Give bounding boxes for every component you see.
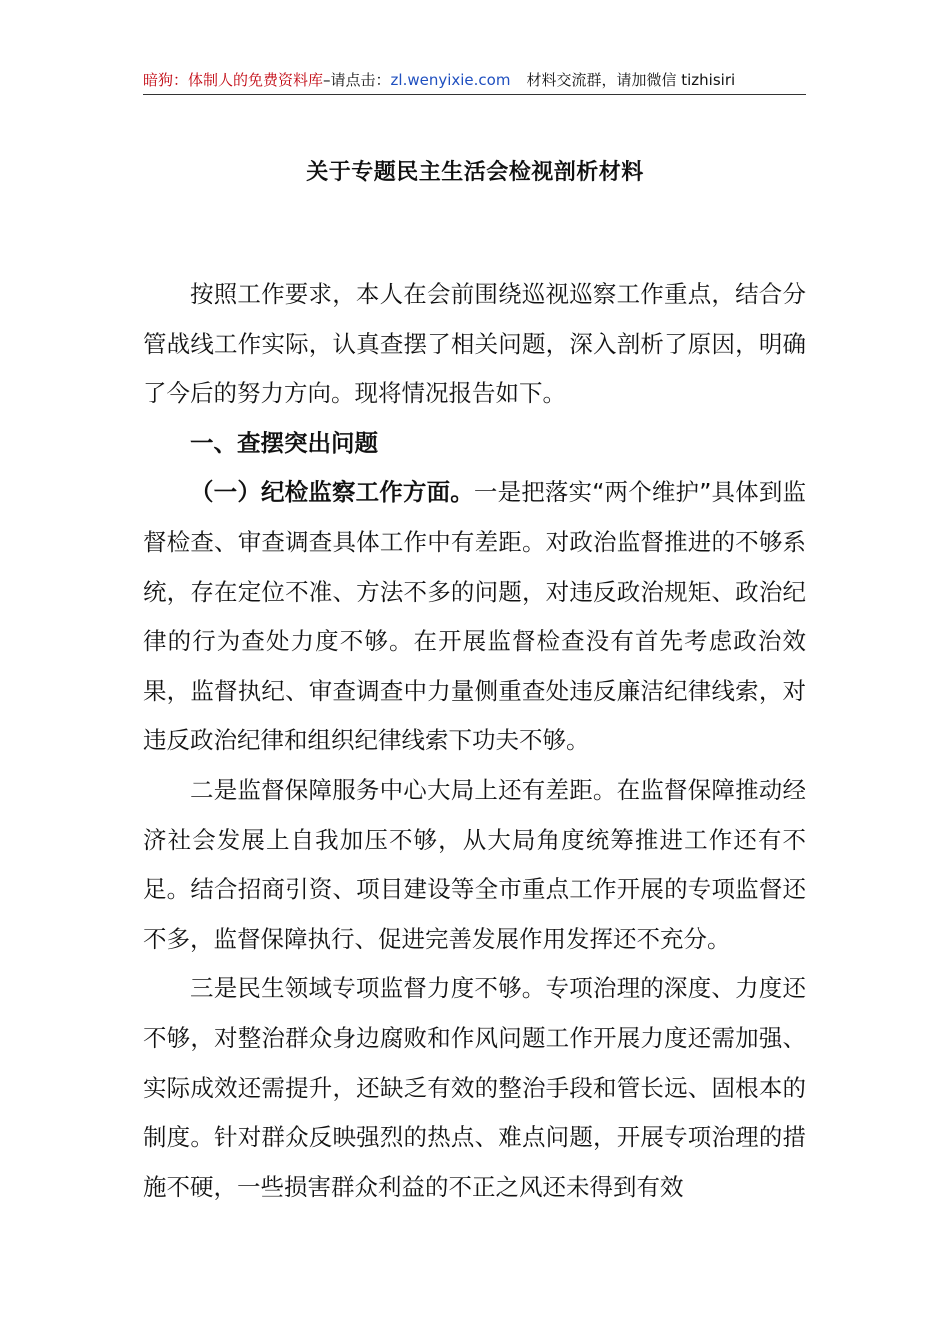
header-url-link[interactable]: zl.wenyixie.com: [390, 71, 511, 89]
body-paragraph-2: 二是监督保障服务中心大局上还有差距。在监督保障推动经济社会发展上自我加压不够，从大局角度统筹推进工作还有不足。结合招商引资、项目建设等全市重点工作开展的专项监督还不多，监督保障执行、促进完善发展作用发挥还不充分。: [143, 775, 806, 953]
header-group-text: 材料交流群，请加微信 tizhisiri: [526, 71, 736, 89]
header-brand: 暗狗：体制人的免费资料库: [143, 71, 324, 89]
subsection-heading: （一）纪检监察工作方面。: [190, 478, 474, 507]
document-title: 关于专题民主生活会检视剖析材料: [306, 160, 644, 185]
header-click-prefix: –请点击：: [323, 71, 391, 89]
intro-paragraph: 按照工作要求，本人在会前围绕巡视巡察工作重点，结合分管战线工作实际，认真查摆了相关问题，深入剖析了原因，明确了今后的努力方向。现将情况报告如下。: [143, 280, 806, 408]
body-paragraph-3: 三是民生领域专项监督力度不够。专项治理的深度、力度还不够，对整治群众身边腐败和作风问题工作开展力度还需加强、实际成效还需提升，还缺乏有效的整治手段和管长远、固根本的制度。针对群众反映强烈的热点、难点问题，开展专项治理的措施不硬，一些损害群众利益的不正之风还未得到有效: [143, 974, 806, 1201]
section-heading: 一、查摆突出问题: [190, 428, 378, 457]
subsection-paragraph: [143, 468, 806, 766]
subsection-body: 一是把落实“两个维护”具体到监督检查、审查调查具体工作中有差距。对政治监督推进的不够系统，存在定位不准、方法不多的问题，对违反政治规矩、政治纪律的行为查处力度不够。在开展监督检查没有首先考虑政治效果，监督执纪、审查调查中力量侧重查处违反廉洁纪律线索，对违反政治纪律和组织纪律线索下功夫不够。: [143, 478, 807, 755]
page-header: [143, 66, 806, 95]
document-body: [143, 270, 806, 1212]
